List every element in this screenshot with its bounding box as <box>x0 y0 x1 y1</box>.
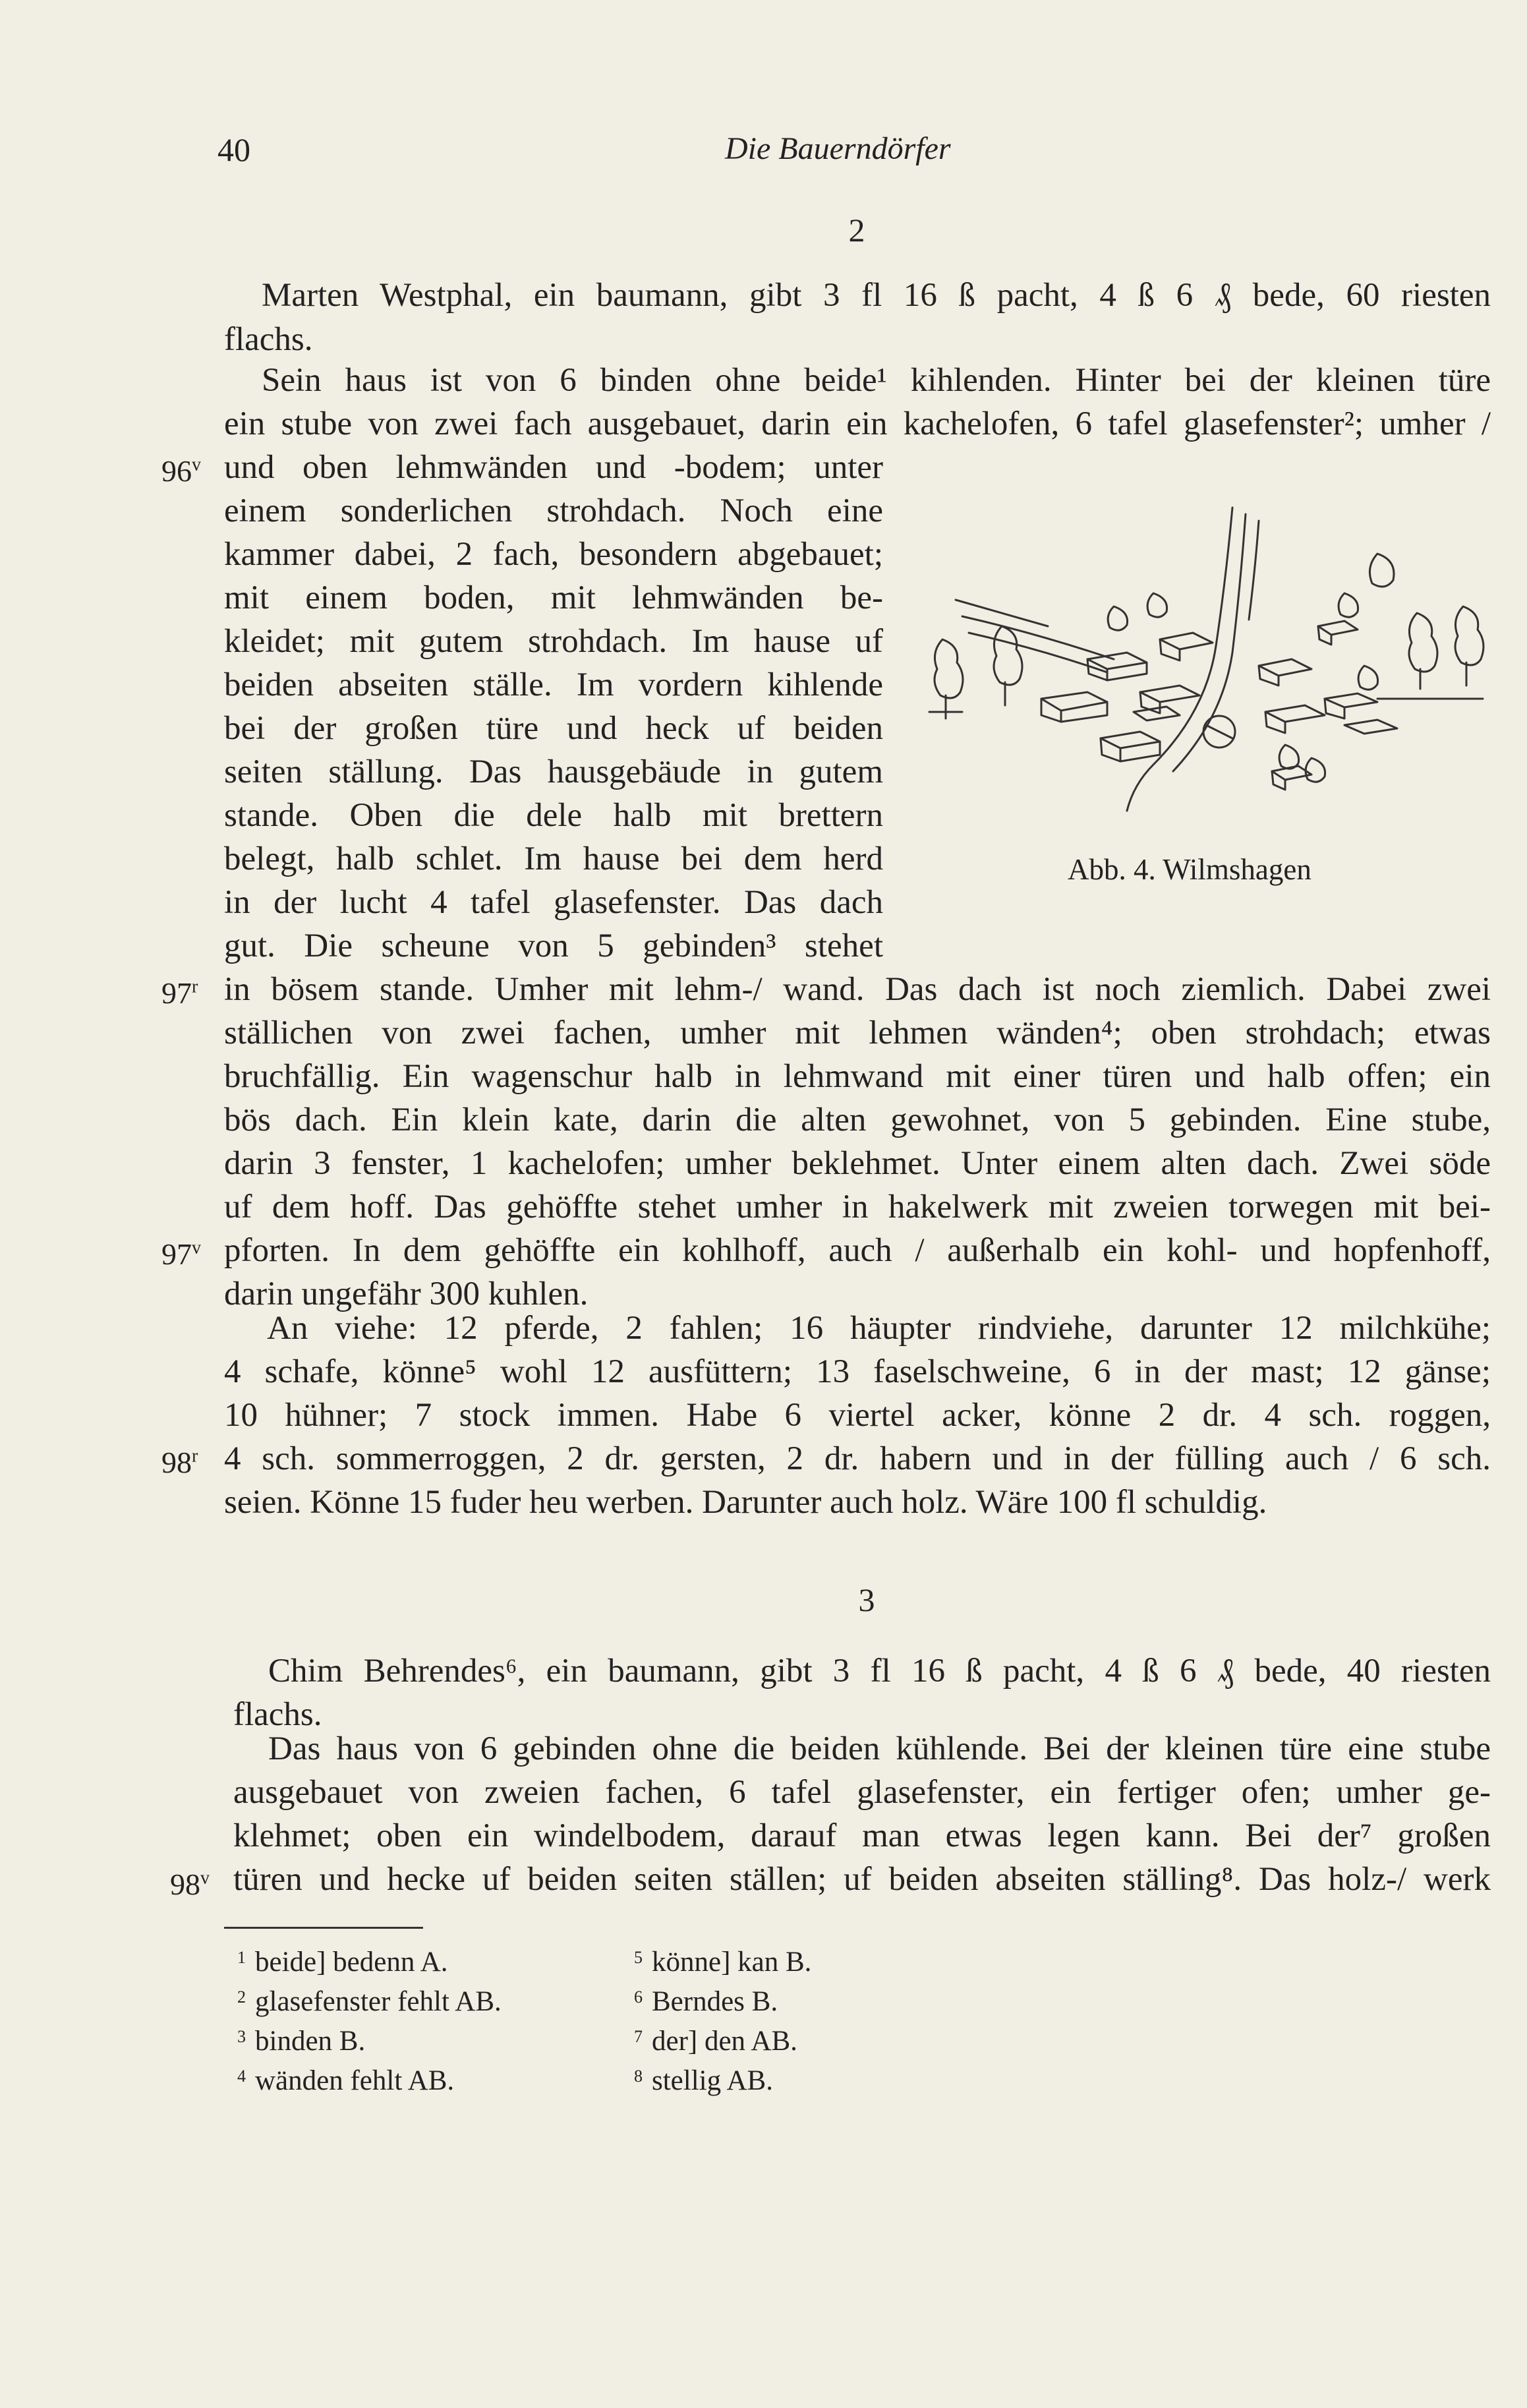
page-number: 40 <box>217 131 250 168</box>
footnote: $^3$ binden B. <box>237 2026 366 2057</box>
footnote: $^8$ stellig AB. <box>634 2065 773 2096</box>
figure-caption: Abb. 4. Wilmshagen <box>1068 853 1311 886</box>
body-line: klehmet; oben ein windelbodem, darauf man etwas legen kann. Bei der⁷ großen <box>233 1817 1491 1854</box>
section-number-3: 3 <box>858 1581 875 1618</box>
body-line: Sein haus ist von 6 binden ohne beide¹ kihlenden. Hinter bei der kleinen türe <box>262 362 1491 399</box>
body-line: stande. Oben die dele halb mit brettern <box>224 797 883 834</box>
body-line: 10 hühner; 7 stock immen. Habe 6 viertel acker, könne 2 dr. 4 sch. roggen, <box>224 1397 1491 1434</box>
running-title: Die Bauerndörfer <box>725 131 951 166</box>
body-line: beiden abseiten ställe. Im vordern kihlende <box>224 666 883 703</box>
body-line: bös dach. Ein klein kate, darin die alten gewohnet, von 5 gebinden. Eine stube, <box>224 1101 1491 1138</box>
body-line: türen und hecke uf beiden seiten ställen; uf beiden abseiten ställing⁸. Das holz-/ werk <box>233 1861 1491 1898</box>
body-line: kleidet; mit gutem strohdach. Im hause uf <box>224 623 883 660</box>
margin-folio-98v: 98$^v$ <box>170 1867 210 1901</box>
body-line: uf dem hoff. Das gehöffte stehet umher in hakelwerk mit zweien torwegen mit bei- <box>224 1189 1491 1225</box>
body-line: flachs. <box>233 1696 322 1733</box>
body-line: bei der großen türe und heck uf beiden <box>224 710 883 747</box>
footnote: $^7$ der] den AB. <box>634 2026 797 2057</box>
body-line: Marten Westphal, ein baumann, gibt 3 fl 16 ß pacht, 4 ß 6 ₰ bede, 60 riesten <box>262 277 1491 314</box>
body-line: in der lucht 4 tafel glasefenster. Das dach <box>224 884 883 921</box>
body-line: bruchfällig. Ein wagenschur halb in lehmwand mit einer türen und halb offen; ein <box>224 1058 1491 1095</box>
body-line: darin ungefähr 300 kuhlen. <box>224 1276 589 1312</box>
body-line: darin 3 fenster, 1 kachelofen; umher beklehmet. Unter einem alten dach. Zwei söde <box>224 1145 1491 1182</box>
body-line: flachs. <box>224 321 313 358</box>
body-line: und oben lehmwänden und -bodem; unter <box>224 449 883 486</box>
body-line: ausgebauet von zweien fachen, 6 tafel glasefenster, ein fertiger ofen; umher ge- <box>233 1774 1491 1811</box>
margin-folio-97r: 97$^r$ <box>161 976 198 1010</box>
village-sketch-icon <box>916 501 1496 817</box>
body-line: 4 sch. sommerroggen, 2 dr. gersten, 2 dr. habern und in der fülling auch / 6 sch. <box>224 1440 1491 1477</box>
body-line: belegt, halb schlet. Im hause bei dem herd <box>224 840 883 877</box>
body-line: 4 schafe, könne⁵ wohl 12 ausfüttern; 13 faselschweine, 6 in der mast; 12 gänse; <box>224 1353 1491 1390</box>
body-line: pforten. In dem gehöffte ein kohlhoff, auch / außerhalb ein kohl- und hopfenhoff, <box>224 1232 1491 1269</box>
margin-folio-98r: 98$^r$ <box>161 1446 198 1479</box>
footnote: $^1$ beide] bedenn A. <box>237 1947 448 1978</box>
footnote: $^4$ wänden fehlt AB. <box>237 2065 455 2096</box>
body-line: seien. Könne 15 fuder heu werben. Darunter auch holz. Wäre 100 fl schuldig. <box>224 1484 1267 1521</box>
body-line: Chim Behrendes⁶, ein baumann, gibt 3 fl 16 ß pacht, 4 ß 6 ₰ bede, 40 riesten <box>268 1653 1491 1689</box>
body-line: mit einem boden, mit lehmwänden be- <box>224 579 883 616</box>
body-line: kammer dabei, 2 fach, besondern abgebauet; <box>224 536 883 573</box>
body-line: Das haus von 6 gebinden ohne die beiden kühlende. Bei der kleinen türe eine stube <box>268 1730 1491 1767</box>
body-line: in bösem stande. Umher mit lehm-/ wand. Das dach ist noch ziemlich. Dabei zwei <box>224 971 1491 1008</box>
margin-folio-97v: 97$^v$ <box>161 1237 201 1271</box>
footnote: $^2$ glasefenster fehlt AB. <box>237 1986 502 2017</box>
body-line: einem sonderlichen strohdach. Noch eine <box>224 492 883 529</box>
footnote-rule <box>224 1927 423 1929</box>
body-line: seiten ställung. Das hausgebäude in gutem <box>224 753 883 790</box>
body-line: An viehe: 12 pferde, 2 fahlen; 16 häupter rindviehe, darunter 12 milchkühe; <box>267 1310 1491 1347</box>
footnote: $^6$ Berndes B. <box>634 1986 778 2017</box>
section-number-2: 2 <box>848 212 865 249</box>
body-line: gut. Die scheune von 5 gebinden³ stehet <box>224 927 883 964</box>
footnote: $^5$ könne] kan B. <box>634 1947 812 1978</box>
body-line: ställichen von zwei fachen, umher mit lehmen wänden⁴; oben strohdach; etwas <box>224 1014 1491 1051</box>
margin-folio-96v: 96$^v$ <box>161 454 201 488</box>
body-line: ein stube von zwei fach ausgebauet, darin ein kachelofen, 6 tafel glasefenster²; umher / <box>224 405 1491 442</box>
